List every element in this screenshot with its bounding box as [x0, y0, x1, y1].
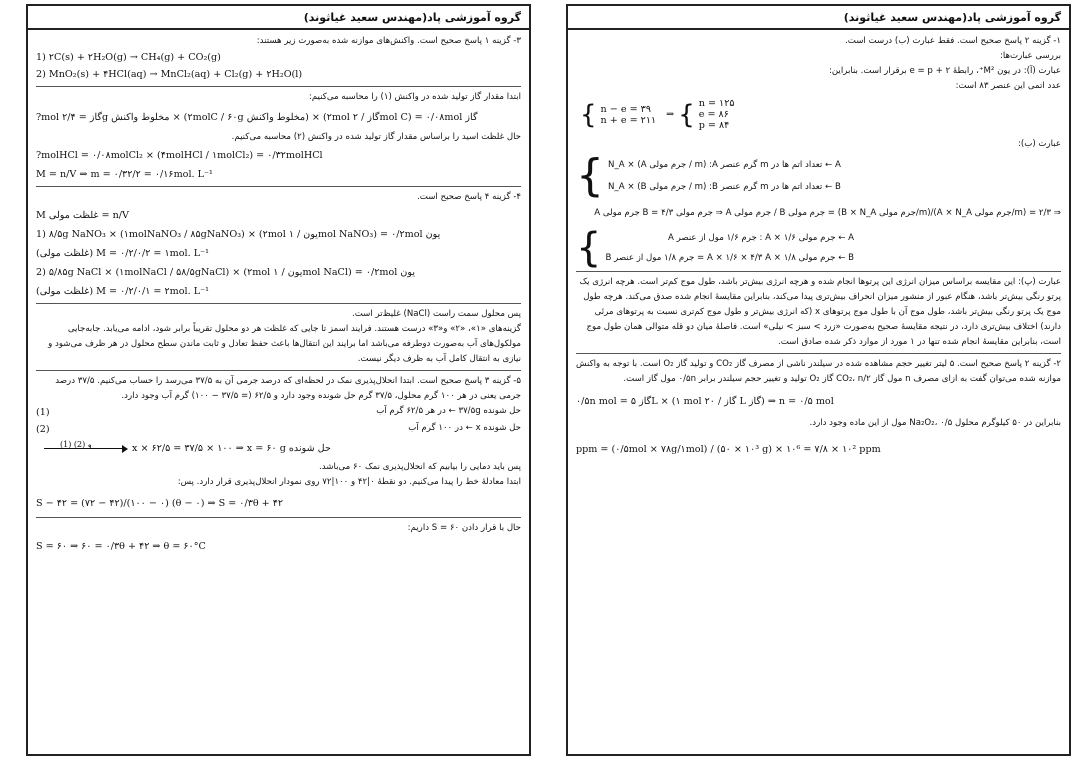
q5-s: S − ۴۲ = (۷۲ − ۴۲)/(۱۰۰ − ۰) (θ − ۰) ⇒ S = ۰/۳θ + ۴۲	[36, 498, 284, 509]
q3-hcl: ?molHCl = ۰/۰۸molCl₂ × (۴molHCl / ۱molCl₂) = ۰/۳۲molHCl	[36, 150, 323, 161]
q3-first: ابتدا مقدار گاز تولید شده در واکنش (۱) را محاسبه می‌کنیم:	[308, 92, 521, 102]
q5-final: S = ۶۰ ⇒ ۶۰ = ۰/۳θ + ۴۲ ⇒ θ = ۶۰°C	[36, 541, 206, 552]
q5-put: حال با قرار دادن S = ۶۰ داریم:	[407, 523, 521, 533]
divider	[36, 303, 521, 304]
q5-arrow-row	[36, 438, 521, 460]
brace-icon: {	[576, 150, 604, 201]
q2-ppm: ppm = (۰/۵mol × ۷۸g/۱mol) / (۵۰ × ۱۰³ g) × ۱۰⁶ = ۷/۸ × ۱۰² ppm	[576, 444, 881, 455]
header-title: گروه آموزشی پاد(مهندس سعید غیاثوند)	[303, 11, 521, 24]
q4-step-2: 2) ۵/۸۵g NaCl × (۱molNaCl / ۵۸/۵gNaCl) × (۲mol یون / ۱mol NaCl) = ۰/۲mol یون	[36, 267, 416, 278]
brace-icon: {	[678, 99, 695, 130]
q2-eq: ۰/۵n mol = گاز ۵L × (۱ mol گاز / ۲۰ L گاز) ⇒ n = ۰/۵ mol	[576, 396, 834, 407]
divider	[36, 517, 521, 518]
q1-be: عبارت (ب):	[1017, 139, 1061, 149]
divider	[576, 271, 1061, 272]
left-content	[28, 30, 529, 750]
q1-check: بررسی عبارت‌ها:	[999, 51, 1061, 61]
right-content	[568, 30, 1069, 750]
brace-icon: {	[576, 225, 602, 271]
q5-line: ابتدا معادلهٔ خط را پیدا می‌کنیم. دو نقطهٔ ۰|۴۲ و ۱۰۰|۷۲ روی نمودار انحلال‌پذیری قرار دارد. پس:	[177, 477, 521, 487]
left-page	[26, 4, 531, 756]
sys-line: n + e = ۲۱۱	[600, 114, 657, 126]
q5-x: x × ۶۲/۵ = ۳۷/۵ × ۱۰۰ ⇒ x = ۶۰ g حل شونده	[132, 443, 331, 454]
be-ratio: ⇒ ۲/۳ = (m/جرم مولی A × N_A)/(m/جرم مولی B × N_A) = جرم مولی B / جرم مولی A ⇒ جرم مولی B = ۴/۳ جرم مولی A	[594, 208, 1061, 218]
be-line-b: B ← تعداد اتم ها در m گرم عنصر B: (m / جرم مولی B) × N_A	[608, 182, 841, 192]
q1-pe: عبارت (پ): این مقایسه براساس میزان انرژی این پرتوها انجام شده و هرچه انرژی بیش‌تر باشد، طول موج کم‌تر است. هرچه انرژی یک پرتو رنگی بیش‌تر باشد، هنگام عبور از منشور میزان انحراف بیش‌تری پیدا می‌کند، بنابراین مقایسهٔ انجام شده صدق می‌کند. هرچه طول موج یک پرتو رنگی بیش‌تر باشد، طول موج آن با طول موج پرتوهای x (که انرژی بیش‌تر و طول موج کم‌تری نسبت به پرتوهای مرئی دارند) اختلاف بیش‌تری دارد، در نتیجه مقایسهٔ صحیح به‌صورت «زرد > سبز > نیلی» است. فاصلهٔ میان دو قله متوالی همان طول موج است، بنابراین مقایسهٔ انجام شده تنها در ۱ مورد از موارد ذکر شده صادق است.	[579, 277, 1061, 347]
q3-title: ۳- گزینه ۱ پاسخ صحیح است. واکنش‌های موازنه شده به‌صورت زیر هستند:	[256, 36, 521, 46]
sys-line: p = ۸۴	[698, 120, 730, 131]
q3-m: M = n/V ⇒ m = ۰/۳۲/۲ = ۰/۱۶mol. L⁻¹	[36, 169, 213, 180]
implies-icon: ⇒	[666, 109, 675, 120]
be-system	[576, 150, 1061, 201]
page-header	[568, 6, 1069, 30]
q4-note-1: پس محلول سمت راست (NaCl) غلیظ‌تر است.	[352, 309, 521, 319]
q5-title: ۵- گزینه ۳ پاسخ صحیح است. ابتدا انحلال‌پذیری نمک در لحظه‌ای که درصد جرمی آن به ۳۷/۵ می‌رسد را حساب می‌کنیم. ۳۷/۵ درصد جرمی یعنی در هر ۱۰۰ گرم محلول، ۳۷/۵ گرم حل شونده وجود دارد و ۶۲/۵ (= ۳۷/۵ − ۱۰۰) گرم آب وجود دارد.	[55, 376, 521, 401]
sys-line: n − e = ۳۹	[600, 103, 651, 115]
q3-reaction-2: 2) MnO₂(s) + ۴HCl(aq) → MnCl₂(aq) + Cl₂(g) + ۲H₂O(l)	[36, 69, 303, 80]
q1-alef: عبارت (آ): در یون M²⁺، رابطهٔ e = p + ۲ برقرار است. بنابراین:	[829, 66, 1061, 76]
q5-row-2	[36, 421, 521, 438]
q4-def: M غلظت مولی = n/V	[36, 210, 129, 221]
q2-title: ۲- گزینه ۲ پاسخ صحیح است. ۵ لیتر تغییر حجم مشاهده شده در سیلندر ناشی از مصرف گاز CO₂ و تولید گاز O₂ است. با توجه به واکنش موازنه شده می‌توان گفت به ازای مصرف n مول گاز CO₂، n/۲ گاز O₂ تولید و تغییر حجم سیلندر برابر ۰/۵n مول گاز است.	[576, 359, 1061, 384]
q4-step-1: 1) ۸/۵g NaNO₃ × (۱molNaNO₃ / ۸۵gNaNO₃) × (۲mol یون / ۱mol NaNO₃) = ۰/۲mol یون	[36, 229, 441, 240]
arrow-right-icon	[44, 448, 126, 449]
right-page	[566, 4, 1071, 756]
q5-note: پس باید دمایی را بیابیم که انحلال‌پذیری نمک ۶۰ می‌باشد.	[319, 462, 521, 472]
sys-line: n = ۱۲۵	[698, 98, 735, 109]
q5-row-1	[36, 404, 521, 421]
q4-note-2: گزینه‌های «۱»، «۲» و«۳» درست هستند. فرایند اسمز تا جایی که غلظت هر دو محلول تقریباً برابر شود، ادامه می‌یابد. جابه‌جایی مولکول‌های آب به‌صورت دوطرفه می‌باشد اما برایند این انتقال‌ها باعث حفظ تعادل و ثابت ماندن سطح محلول در هر ظرف می‌شود و نیازی به انتقال کامل آب به ظرف دیگر نیست.	[48, 324, 521, 364]
q4-step-1-m: (غلظت مولی) M = ۰/۲/۰/۲ = ۱mol. L⁻¹	[36, 248, 209, 259]
q3-then: حال غلظت اسید را براساس مقدار گاز تولید شده در واکنش (۲) محاسبه می‌کنیم.	[231, 132, 521, 142]
divider	[576, 353, 1061, 354]
mol-line-b: B ← جرم مولی A × ۱/۶ × ۴/۳ A × ۱/۸ = جرم ۱/۸ مول از عنصر B	[605, 253, 855, 263]
q5-line-2-num: (2)	[36, 424, 50, 435]
sys-line: e = ۸۶	[698, 109, 729, 120]
brace-icon: {	[580, 99, 597, 130]
q5-line-1: حل شونده ۳۷/۵g ← در هر ۶۲/۵ گرم آب	[376, 406, 521, 416]
q1-title: ۱- گزینه ۲ پاسخ صحیح است. فقط عبارت (ب) درست است.	[845, 36, 1061, 46]
mol-system	[576, 225, 1061, 271]
q5-line-1-num: (1)	[36, 407, 50, 418]
mol-line-a: A ← جرم مولی A × ۱/۶ : جرم ۱/۶ مول از عنصر A	[668, 233, 855, 243]
page-header	[28, 6, 529, 30]
q4-step-2-m: (غلظت مولی) M = ۰/۲/۰/۱ = ۲mol. L⁻¹	[36, 286, 209, 297]
divider	[36, 370, 521, 371]
q3-reaction-1: 1) ۲C(s) + ۲H₂O(g) → CH₄(g) + CO₂(g)	[36, 52, 221, 63]
q4-title: ۴- گزینه ۴ پاسخ صحیح است.	[417, 192, 521, 202]
q5-line-2: حل شونده x ← در ۱۰۰ گرم آب	[408, 423, 521, 433]
header-title: گروه آموزشی پاد(مهندس سعید غیاثوند)	[843, 11, 1061, 24]
q2-na: بنابراین در ۵۰ کیلوگرم محلول Na₂O₂، ۰/۵ مول از این ماده وجود دارد.	[809, 418, 1061, 428]
divider	[36, 186, 521, 187]
q3-gas: ?mol گاز = ۲/۴g مخلوط واکنش × (۲molC / ۶۰g مخلوط واکنش) × (۲mol گاز / ۲mol C) = ۰/۰۸mol گاز	[36, 112, 478, 123]
be-line-a: A ← تعداد اتم ها در m گرم عنصر A: (m / جرم مولی A) × N_A	[608, 160, 841, 170]
divider	[36, 86, 521, 87]
q1-atomic: عدد اتمی این عنصر ۸۳ است:	[955, 81, 1061, 91]
arrow-label: (1) و (2)	[60, 440, 92, 449]
equation-system	[580, 98, 1061, 131]
